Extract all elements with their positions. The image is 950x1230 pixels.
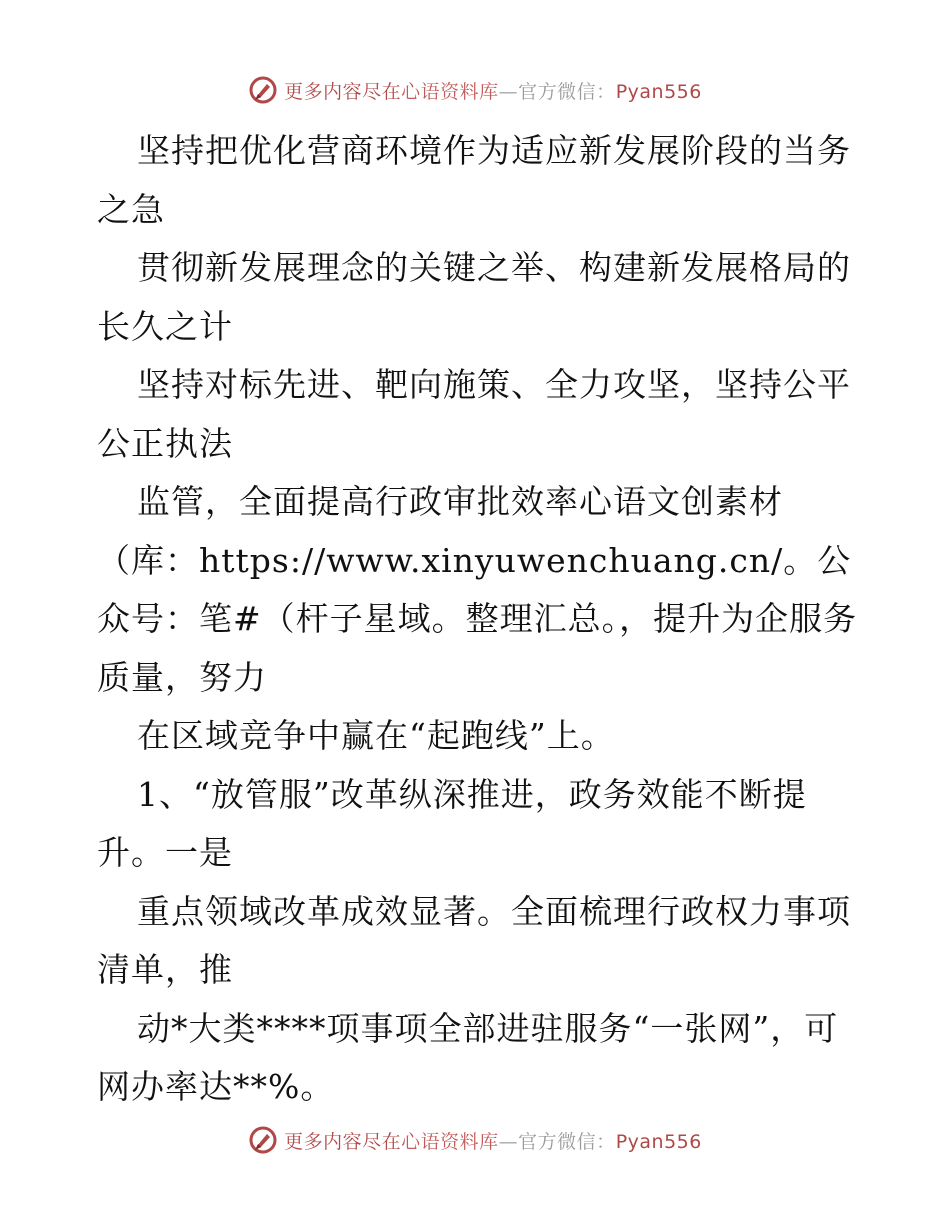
watermark-part1: 更多内容尽在 bbox=[284, 80, 402, 103]
watermark-wechat-label: 官方微信： bbox=[518, 80, 616, 103]
watermark-wechat-id: Pyan556 bbox=[615, 80, 702, 103]
paragraph: 监管，全面提高行政审批效率心语文创素材（库：https://www.xinyuwenchuang.cn/。公众号：笔#（杆子星域。整理汇总。，提升为企服务质量，努力 bbox=[97, 482, 858, 697]
pen-nib-logo-icon bbox=[248, 1125, 278, 1155]
pen-nib-logo-icon bbox=[248, 75, 278, 105]
watermark-library-name: 心语资料库 bbox=[401, 1130, 499, 1153]
watermark-separator: — bbox=[498, 1130, 519, 1153]
watermark-wechat-id: Pyan556 bbox=[615, 1130, 702, 1153]
paragraph: 在区域竞争中赢在“起跑线”上。 bbox=[137, 716, 615, 755]
header-watermark-banner bbox=[0, 70, 950, 110]
paragraph: 坚持对标先进、靶向施策、全力攻坚，坚持公平公正执法 bbox=[97, 365, 851, 463]
watermark-wechat-label: 官方微信： bbox=[518, 1130, 616, 1153]
watermark-text bbox=[284, 77, 702, 104]
paragraph: 重点领域改革成效显著。全面梳理行政权力事项清单，推 bbox=[97, 891, 851, 989]
watermark-library-name: 心语资料库 bbox=[401, 80, 499, 103]
watermark-part1: 更多内容尽在 bbox=[284, 1130, 402, 1153]
document-body bbox=[97, 122, 862, 1117]
footer-watermark-banner bbox=[0, 1120, 950, 1160]
paragraph: 动*大类****项事项全部进驻服务“一张网”，可网办率达**%。 bbox=[97, 1008, 839, 1106]
watermark-text bbox=[284, 1127, 702, 1154]
paragraph: 贯彻新发展理念的关键之举、构建新发展格局的长久之计 bbox=[97, 248, 851, 346]
paragraph: 坚持把优化营商环境作为适应新发展阶段的当务之急 bbox=[97, 131, 851, 229]
paragraph: 1、“放管服”改革纵深推进，政务效能不断提升。一是 bbox=[97, 774, 807, 872]
watermark-separator: — bbox=[498, 80, 519, 103]
